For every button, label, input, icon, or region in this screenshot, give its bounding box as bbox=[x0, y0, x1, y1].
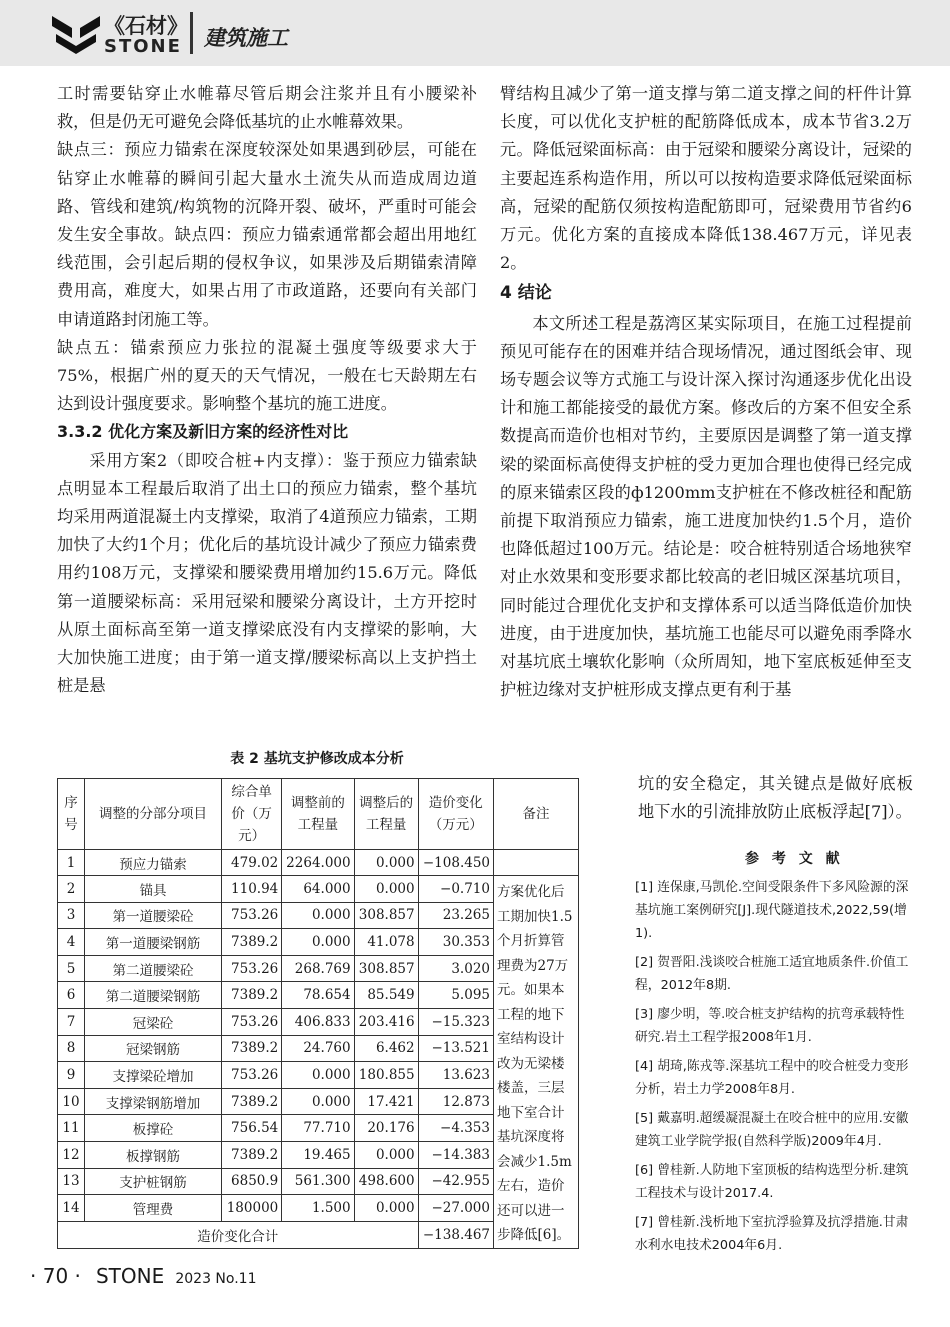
table-cell: 板撑钢筋 bbox=[85, 1141, 222, 1168]
table-cell: −42.955 bbox=[418, 1168, 493, 1195]
table-cell: 7389.2 bbox=[222, 1141, 282, 1168]
table-cell: 406.833 bbox=[282, 1008, 354, 1035]
table-cell: 30.353 bbox=[418, 929, 493, 956]
section-heading-4: 4 结论 bbox=[500, 283, 552, 304]
stone-logo-icon bbox=[50, 8, 102, 56]
page-number: · 70 · bbox=[30, 1264, 81, 1288]
table-cell: 23.265 bbox=[418, 902, 493, 929]
table-cell: 9 bbox=[58, 1062, 85, 1089]
page-header bbox=[0, 0, 950, 66]
footer-issue: 2023 No.11 bbox=[175, 1271, 257, 1287]
table-cell: 2264.000 bbox=[282, 850, 354, 876]
table-cell: −0.710 bbox=[418, 876, 493, 903]
table-cell: 13 bbox=[58, 1168, 85, 1195]
table-cell: 561.300 bbox=[282, 1168, 354, 1195]
table-cell: 3 bbox=[58, 902, 85, 929]
table-cell: 110.94 bbox=[222, 876, 282, 903]
table-cell: 第二道腰梁砼 bbox=[85, 955, 222, 982]
table-cell: 308.857 bbox=[354, 902, 418, 929]
table-cell: 6850.9 bbox=[222, 1168, 282, 1195]
table-cell: 2 bbox=[58, 876, 85, 903]
cost-analysis-table bbox=[57, 778, 579, 1249]
table-cell: 冠梁砼 bbox=[85, 1008, 222, 1035]
references-list bbox=[607, 876, 912, 1263]
table-cell: 180000 bbox=[222, 1195, 282, 1222]
table-cell: 管理费 bbox=[85, 1195, 222, 1222]
table-cell: 锚具 bbox=[85, 876, 222, 903]
remark-cell: 方案优化后工期加快1.5个月折算管理费为27万元。如果本工程的地下室结构设计改为无梁楼楼盖，三层地下室合计基坑深度将会减少1.5m左右，造价还可以进一步降低[6]。 bbox=[494, 876, 579, 1249]
table-cell: 0.000 bbox=[282, 1088, 354, 1115]
right-paragraph-3: 坑的安全稳定，其关键点是做好底板地下水的引流排放防止底板浮起[7]）。 bbox=[638, 774, 913, 822]
table-cell: 支护桩钢筋 bbox=[85, 1168, 222, 1195]
table-cell: 10 bbox=[58, 1088, 85, 1115]
table-cell: 14 bbox=[58, 1195, 85, 1222]
table-cell: 第一道腰梁砼 bbox=[85, 902, 222, 929]
table-cell: 预应力锚索 bbox=[85, 850, 222, 876]
table-cell: 5 bbox=[58, 955, 85, 982]
table-cell: −4.353 bbox=[418, 1115, 493, 1142]
right-column-continuation bbox=[638, 770, 913, 826]
total-label: 造价变化合计 bbox=[58, 1221, 419, 1248]
left-column bbox=[57, 80, 477, 700]
header-cell: 序号 bbox=[58, 779, 85, 850]
table-cell: 第二道腰梁钢筋 bbox=[85, 982, 222, 1009]
reference-item: [3] 廖少明，等.咬合桩支护结构的抗弯承载特性研究.岩土工程学报2008年1月. bbox=[635, 1007, 905, 1045]
reference-item: [2] 贺晋阳.浅谈咬合桩施工适宜地质条件.价值工程，2012年8期. bbox=[635, 955, 909, 993]
table-cell: 冠梁钢筋 bbox=[85, 1035, 222, 1062]
table-cell: 6.462 bbox=[354, 1035, 418, 1062]
table-cell: 1 bbox=[58, 850, 85, 876]
table-cell: 0.000 bbox=[282, 929, 354, 956]
table-cell: 753.26 bbox=[222, 955, 282, 982]
table-row bbox=[58, 876, 579, 903]
table-cell: 0.000 bbox=[282, 1062, 354, 1089]
page-footer bbox=[30, 1264, 256, 1288]
table-cell: 7389.2 bbox=[222, 929, 282, 956]
table-cell: 支撑梁砼增加 bbox=[85, 1062, 222, 1089]
table-body bbox=[58, 850, 579, 1249]
table-cell: 11 bbox=[58, 1115, 85, 1142]
table-cell: 753.26 bbox=[222, 1008, 282, 1035]
table-cell: 5.095 bbox=[418, 982, 493, 1009]
table-cell: 268.769 bbox=[282, 955, 354, 982]
reference-item: [1] 连保康,马凯伦.空间受限条件下多风险源的深基坑施工案例研究[J].现代隧道技术,2022,59(增1). bbox=[635, 880, 909, 941]
table-cell: 24.760 bbox=[282, 1035, 354, 1062]
table-cell: 17.421 bbox=[354, 1088, 418, 1115]
table-cell: 7389.2 bbox=[222, 982, 282, 1009]
table-cell: 64.000 bbox=[282, 876, 354, 903]
table-cell: 第一道腰梁钢筋 bbox=[85, 929, 222, 956]
table-cell: 20.176 bbox=[354, 1115, 418, 1142]
table-cell: −27.000 bbox=[418, 1195, 493, 1222]
table-cell: 0.000 bbox=[354, 1141, 418, 1168]
table-row bbox=[58, 850, 579, 876]
reference-item: [5] 戴嘉明.超缓凝混凝土在咬合桩中的应用.安徽建筑工业学院学报(自然科学版)2009年4月. bbox=[635, 1111, 909, 1149]
table-cell: 板撑砼 bbox=[85, 1115, 222, 1142]
section-label: 建筑施工 bbox=[204, 26, 288, 50]
header-cell: 备注 bbox=[494, 779, 579, 850]
table-cell: 78.654 bbox=[282, 982, 354, 1009]
table-cell: 支撑梁钢筋增加 bbox=[85, 1088, 222, 1115]
table-cell: 7 bbox=[58, 1008, 85, 1035]
right-paragraph-2: 本文所述工程是荔湾区某实际项目，在施工过程提前预见可能存在的困难并结合现场情况，通过图纸会审、现场专题会议等方式施工与设计深入探讨沟通逐步优化出设计和施工都能接受的最优方案。修改后的方案不但安全系数提高而造价也相对节约，主要原因是调整了第一道支撑梁的梁面标高使得支护桩的受力更加合理也使得已经完成的原来锚索区段的ф1200mm支护桩在不修改桩径和配筋前提下取消预应力锚索，施工进度加快约1.5个月，造价也降低超过100万元。结论是：咬合桩特别适合场地狭窄对止水效果和变形要求都比较高的老旧城区深基坑项目，同时能过合理优化支护和支撑体系可以适当降低造价加快进度，由于进度加快，基坑施工也能尽可以避免雨季降水对基坑底土壤软化影响（众所周知，地下室底板延伸至支护桩边缘对支护桩形成支撑点更有利于基 bbox=[500, 313, 912, 700]
left-paragraph-4: 采用方案2（即咬合桩+内支撑）：鉴于预应力锚索缺点明显本工程最后取消了出土口的预应力锚索，整个基坑均采用两道混凝土内支撑梁，取消了4道预应力锚索，工期加快了大约1个月；优化后的基坑设计减少了预应力锚索费用约108万元，支撑梁和腰梁费用增加约15.6万元。降低第一道腰梁标高：采用冠梁和腰梁分离设计，土方开挖时从原土面标高至第一道支撑梁底没有内支撑梁的影响，大大加快施工进度；由于第一道支撑/腰梁标高以上支护挡土桩是悬 bbox=[57, 450, 477, 696]
table-cell: 41.078 bbox=[354, 929, 418, 956]
header-cell: 综合单价（万元） bbox=[222, 779, 282, 850]
header-cell: 调整前的工程量 bbox=[282, 779, 354, 850]
table-header-row bbox=[58, 779, 579, 850]
table-cell: 498.600 bbox=[354, 1168, 418, 1195]
right-column bbox=[500, 80, 912, 704]
table-cell: 6 bbox=[58, 982, 85, 1009]
table-cell: 7389.2 bbox=[222, 1088, 282, 1115]
reference-item: [7] 曾桂新.浅析地下室抗浮验算及抗浮措施.甘肃水利水电技术2004年6月. bbox=[635, 1215, 909, 1253]
table-cell: 203.416 bbox=[354, 1008, 418, 1035]
table-cell: 0.000 bbox=[354, 876, 418, 903]
table-cell: 7389.2 bbox=[222, 1035, 282, 1062]
table-caption: 表 2 基坑支护修改成本分析 bbox=[230, 751, 404, 767]
references-title: 参 考 文 献 bbox=[745, 851, 844, 867]
table-cell: 0.000 bbox=[282, 902, 354, 929]
reference-item: [6] 曾桂新.人防地下室顶板的结构选型分析.建筑工程技术与设计2017.4. bbox=[635, 1163, 909, 1201]
header-cell: 调整后的工程量 bbox=[354, 779, 418, 850]
left-paragraph-2: 缺点三：预应力锚索在深度较深处如果遇到砂层，可能在钻穿止水帷幕的瞬间引起大量水土流失从而造成周边道路、管线和建筑/构筑物的沉降开裂、破坏，严重时可能会发生安全事故。缺点四：预应力锚索通常都会超出用地红线范围，会引起后期的侵权争议，如果涉及后期锚索清障费用高，难度大，如果占用了市政道路，还要向有关部门申请道路封闭施工等。 bbox=[57, 140, 477, 329]
brand-chinese: 《石材》 bbox=[104, 14, 188, 38]
table-cell: 0.000 bbox=[354, 850, 418, 876]
header-divider bbox=[190, 12, 193, 54]
table-cell: 13.623 bbox=[418, 1062, 493, 1089]
reference-item: [4] 胡琦,陈戎等.深基坑工程中的咬合桩受力变形分析，岩土力学2008年8月. bbox=[635, 1059, 909, 1097]
header-cell: 造价变化（万元） bbox=[418, 779, 493, 850]
header-cell: 调整的分部分项目 bbox=[85, 779, 222, 850]
table-cell: 85.549 bbox=[354, 982, 418, 1009]
section-heading-3-3-2: 3.3.2 优化方案及新旧方案的经济性对比 bbox=[57, 422, 349, 442]
footer-journal: STONE bbox=[95, 1264, 165, 1288]
left-paragraph-3: 缺点五：锚索预应力张拉的混凝土强度等级要求大于75%，根据广州的夏天的天气情况，一般在七天龄期左右达到设计强度要求。影响整个基坑的施工进度。 bbox=[57, 337, 477, 414]
table-cell: 1.500 bbox=[282, 1195, 354, 1222]
left-paragraph-1: 工时需要钻穿止水帷幕尽管后期会注浆并且有小腰梁补救，但是仍无可避免会降低基坑的止水帷幕效果。 bbox=[57, 84, 477, 132]
remark-blank-cell bbox=[494, 850, 579, 876]
brand-english: STONE bbox=[104, 36, 182, 57]
table-cell: −15.323 bbox=[418, 1008, 493, 1035]
table-cell: 756.54 bbox=[222, 1115, 282, 1142]
table-cell: 19.465 bbox=[282, 1141, 354, 1168]
table-cell: 753.26 bbox=[222, 902, 282, 929]
table-cell: 77.710 bbox=[282, 1115, 354, 1142]
table-cell: 3.020 bbox=[418, 955, 493, 982]
table-cell: −13.521 bbox=[418, 1035, 493, 1062]
table-cell: 8 bbox=[58, 1035, 85, 1062]
total-value: −138.467 bbox=[418, 1221, 493, 1248]
right-paragraph-1: 臂结构且减少了第一道支撑与第二道支撑之间的杆件计算长度，可以优化支护桩的配筋降低成本，成本节省3.2万元。降低冠梁面标高：由于冠梁和腰梁分离设计，冠梁的主要起连系构造作用，所以可以按构造要求降低冠梁面标高，冠梁的配筋仅须按构造配筋即可，冠梁费用节省约6万元。优化方案的直接成本降低138.467万元，详见表2。 bbox=[500, 84, 912, 273]
table-cell: −108.450 bbox=[418, 850, 493, 876]
table-cell: 308.857 bbox=[354, 955, 418, 982]
table-cell: 0.000 bbox=[354, 1195, 418, 1222]
table-cell: 12.873 bbox=[418, 1088, 493, 1115]
table-cell: 753.26 bbox=[222, 1062, 282, 1089]
table-cell: 479.02 bbox=[222, 850, 282, 876]
table-cell: 4 bbox=[58, 929, 85, 956]
table-cell: 180.855 bbox=[354, 1062, 418, 1089]
table-cell: 12 bbox=[58, 1141, 85, 1168]
table-cell: −14.383 bbox=[418, 1141, 493, 1168]
